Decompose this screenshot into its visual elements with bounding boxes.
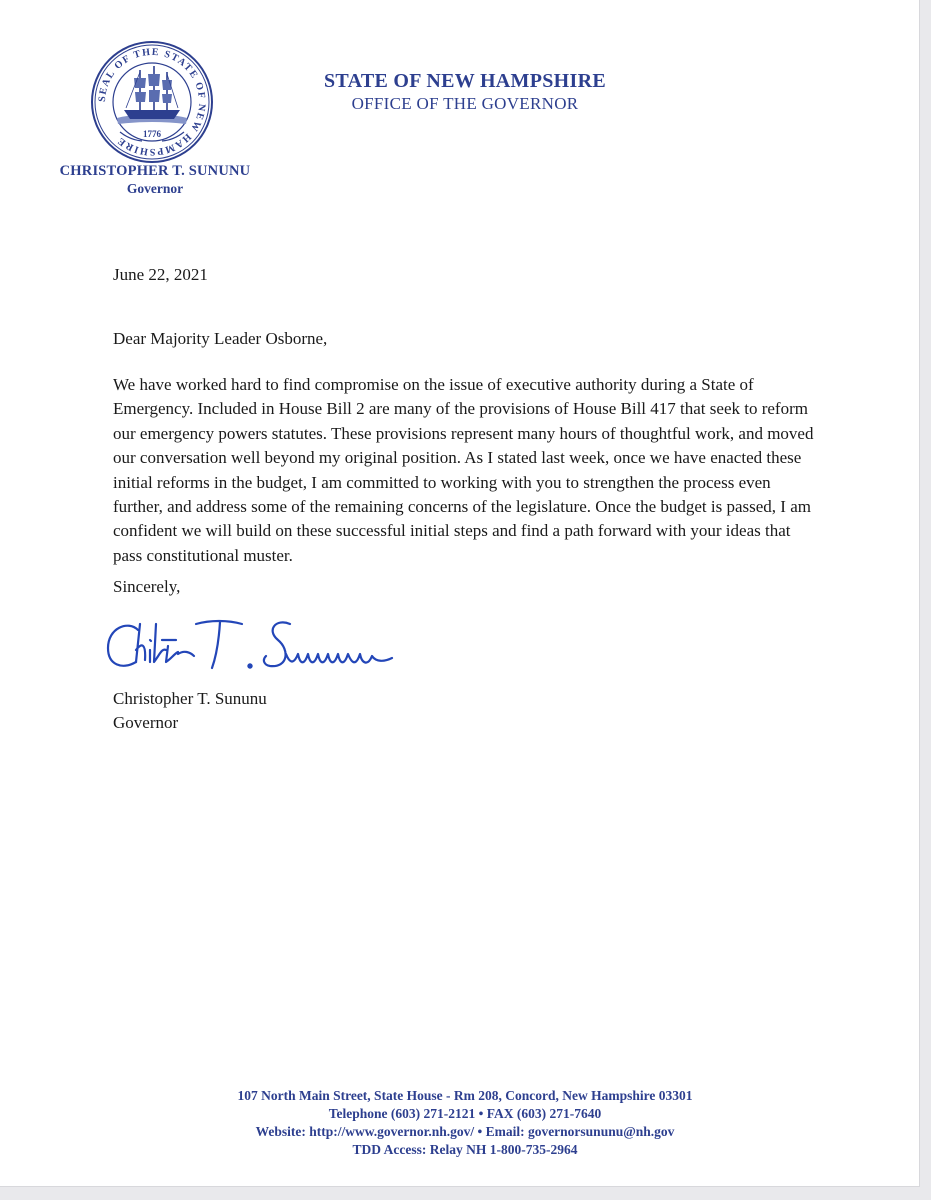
signer-name: Christopher T. Sununu xyxy=(113,689,267,708)
governor-title: Governor xyxy=(126,181,184,196)
letterhead xyxy=(270,70,660,114)
state-seal-icon xyxy=(90,40,214,164)
letterhead-footer xyxy=(130,1087,800,1159)
governor-block xyxy=(40,163,270,197)
letterhead-office: OFFICE OF THE GOVERNOR xyxy=(351,94,579,113)
letter-closing: Sincerely, xyxy=(113,577,181,596)
footer-address: 107 North Main Street, State House - Rm 208, Concord, New Hampshire 03301 xyxy=(237,1088,693,1103)
signer-title: Governor xyxy=(113,713,179,732)
letterhead-state: STATE OF NEW HAMPSHIRE xyxy=(323,70,606,92)
footer-tdd: TDD Access: Relay NH 1-800-735-2964 xyxy=(352,1142,578,1157)
letter-salutation: Dear Majority Leader Osborne, xyxy=(113,329,328,348)
letter-body: We have worked hard to find compromise on the issue of executive authority during a State of Emergency. Included in House Bill 2 are many of the provisions of House Bill 417 that seek to reform our emergency powers statutes. These provisions represent many hours of thoughtful work, and moved our conversation well beyond my original position. As I stated last week, once we have enacted these initial reforms in the budget, I am committed to working with you to strengthen the process even further, and address some of the remaining concerns of the legislature. Once the budget is passed, I am confident we will build on these successful initial steps and find a path forward with your ideas that pass constitutional muster. xyxy=(113,375,814,565)
footer-web-email: Website: http://www.governor.nh.gov/ • Email: governorsununu@nh.gov xyxy=(255,1124,675,1139)
svg-text:SEAL OF THE STATE OF NEW HAMPS: SEAL OF THE STATE OF NEW HAMPSHIRE xyxy=(96,46,208,158)
seal-year: 1776 xyxy=(143,129,161,139)
handwritten-signature xyxy=(100,610,410,685)
letter-date: June 22, 2021 xyxy=(113,265,208,284)
governor-name: CHRISTOPHER T. SUNUNU xyxy=(59,163,251,179)
footer-phones: Telephone (603) 271-2121 • FAX (603) 271-7640 xyxy=(328,1106,602,1121)
